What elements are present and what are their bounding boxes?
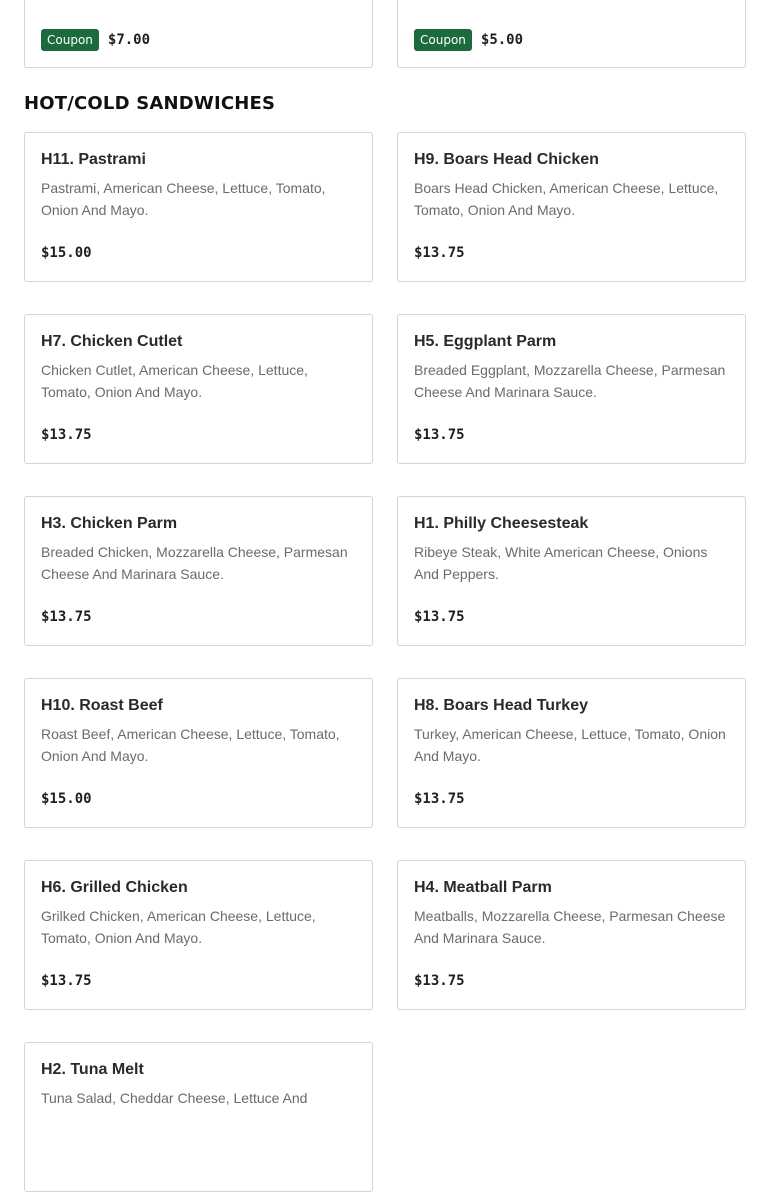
item-price: $7.00 [107, 32, 151, 48]
item-price: $13.75 [41, 973, 92, 989]
item-name: H7. Chicken Cutlet [41, 333, 183, 350]
coupon-row [414, 29, 523, 51]
coupon-badge: Coupon [414, 29, 472, 51]
item-price: $13.75 [414, 609, 465, 625]
menu-item-card[interactable] [24, 314, 373, 464]
menu-item-card[interactable] [24, 860, 373, 1010]
item-price: $13.75 [41, 609, 92, 625]
item-description: Boars Head Chicken, American Cheese, Lettuce, Tomato, Onion And Mayo. [414, 180, 719, 218]
item-price: $5.00 [480, 32, 524, 48]
item-price: $13.75 [414, 427, 465, 443]
menu-item-card[interactable] [397, 496, 746, 646]
item-price: $13.75 [414, 791, 465, 807]
item-description: Tuna Salad, Cheddar Cheese, Lettuce And [41, 1090, 308, 1106]
item-price: $13.75 [414, 973, 465, 989]
menu-item-card[interactable] [397, 314, 746, 464]
menu-item-card[interactable] [397, 860, 746, 1010]
item-price: $13.75 [414, 245, 465, 261]
item-price: $13.75 [41, 427, 92, 443]
item-description: Meatballs, Mozzarella Cheese, Parmesan Cheese And Marinara Sauce. [414, 908, 726, 946]
menu-item-card[interactable] [24, 1042, 373, 1192]
menu-item-card[interactable] [24, 678, 373, 828]
item-name: H11. Pastrami [41, 151, 146, 168]
item-name: H10. Roast Beef [41, 697, 163, 714]
section-title: HOT/COLD SANDWICHES [24, 93, 276, 114]
menu-item-card[interactable] [397, 132, 746, 282]
menu-item-card[interactable] [24, 132, 373, 282]
coupon-item-card[interactable] [397, 0, 746, 68]
item-description: Pastrami, American Cheese, Lettuce, Tomato, Onion And Mayo. [41, 180, 326, 218]
item-name: H1. Philly Cheesesteak [414, 515, 589, 532]
menu-item-card[interactable] [24, 496, 373, 646]
coupon-item-card[interactable] [24, 0, 373, 68]
item-description: Ribeye Steak, White American Cheese, Onions And Peppers. [414, 544, 708, 582]
coupon-badge: Coupon [41, 29, 99, 51]
item-description: Turkey, American Cheese, Lettuce, Tomato, Onion And Mayo. [414, 726, 726, 764]
item-price: $15.00 [41, 791, 92, 807]
item-description: Breaded Eggplant, Mozzarella Cheese, Parmesan Cheese And Marinara Sauce. [414, 362, 726, 400]
item-description: Breaded Chicken, Mozzarella Cheese, Parmesan Cheese And Marinara Sauce. [41, 544, 348, 582]
item-name: H9. Boars Head Chicken [414, 151, 599, 168]
menu-item-card[interactable] [397, 678, 746, 828]
item-description: Chicken Cutlet, American Cheese, Lettuce, Tomato, Onion And Mayo. [41, 362, 308, 400]
item-description: Grilked Chicken, American Cheese, Lettuce, Tomato, Onion And Mayo. [41, 908, 316, 946]
item-name: H6. Grilled Chicken [41, 879, 188, 896]
item-name: H8. Boars Head Turkey [414, 697, 588, 714]
item-name: H3. Chicken Parm [41, 515, 178, 532]
item-name: H2. Tuna Melt [41, 1061, 144, 1078]
item-price: $15.00 [41, 245, 92, 261]
item-name: H5. Eggplant Parm [414, 333, 557, 350]
item-name: H4. Meatball Parm [414, 879, 552, 896]
item-description: Roast Beef, American Cheese, Lettuce, Tomato, Onion And Mayo. [41, 726, 340, 764]
coupon-row [41, 29, 150, 51]
